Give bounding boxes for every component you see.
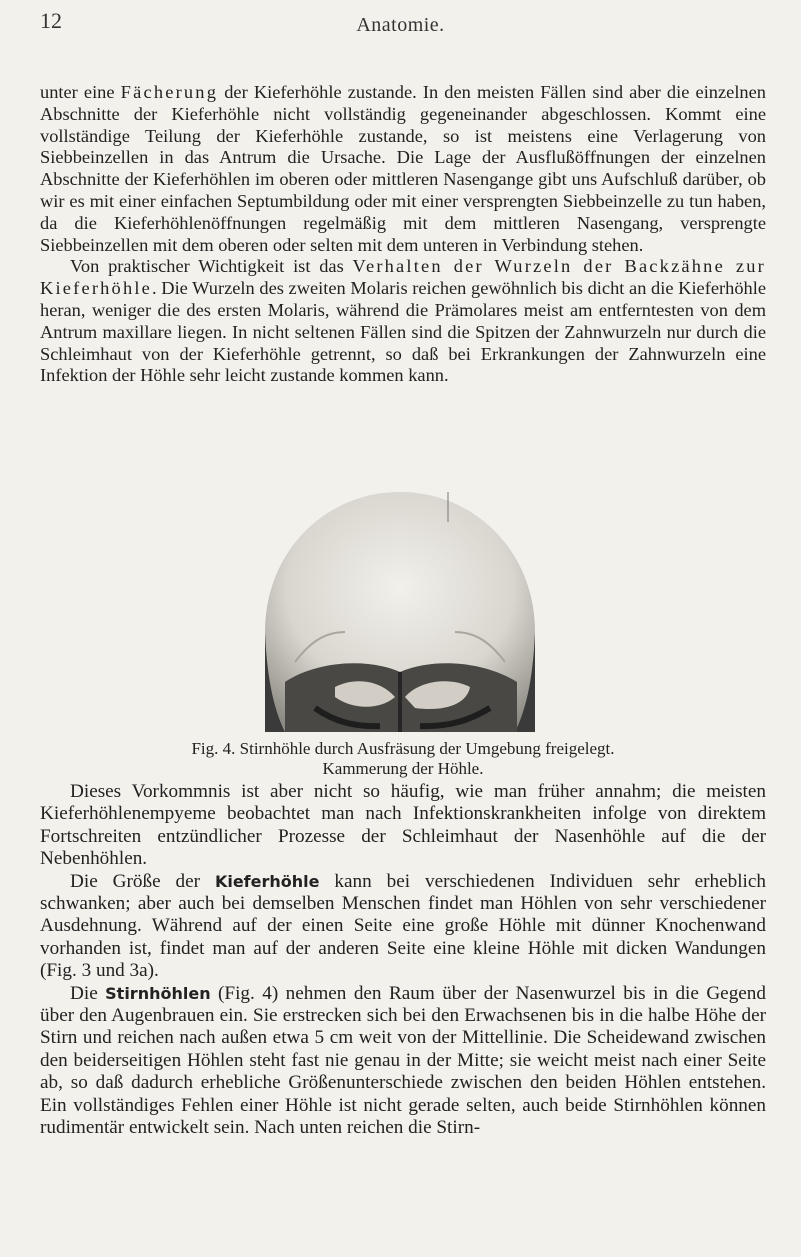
text-run: Die Größe der	[70, 870, 215, 892]
emphasis-kieferhoehle: Kieferhöhle	[214, 871, 320, 891]
paragraph-5	[40, 983, 766, 1140]
caption-line-2: Kammerung der Höhle.	[322, 759, 484, 778]
text-block-top	[40, 82, 766, 387]
figure-4	[255, 482, 545, 732]
paragraph-2	[40, 256, 766, 387]
emphasis-faecherung: Fächerung	[120, 82, 219, 102]
emphasis-wurzeln: Verhalten der Wurzeln der Backzähne zur Kieferhöhle	[40, 256, 767, 299]
text-block-bottom	[40, 781, 766, 1140]
figure-caption	[40, 739, 766, 779]
paragraph-1	[40, 82, 766, 256]
paragraph-4	[40, 871, 766, 983]
text-run: Von praktischer Wichtigkeit ist das	[70, 256, 353, 277]
text-run: der Kieferhöhle zustande. In den meisten Fällen sind aber die einzelnen Abschnitte der Kieferhöhle nicht vollständig gegeneinander abgeschlossen. Kommt eine vollständige Teilung der Kieferhöhle zustande, so ist meistens eine Verlagerung von Siebbeinzellen in das Antrum die Ursache. Die Lage der Ausflußöffnungen der einzelnen Abschnitte der Kieferhöhlen im oberen oder mittleren Nasengange gibt uns Aufschluß darüber, ob wir es mit einer einfachen Septumbildung oder mit einer versprengten Siebbeinzelle zu tun haben, da die Kieferhöhlenöffnungen regelmäßig mit dem mittleren Nasengang, versprengte Siebbeinzellen mit dem oberen oder selten mit dem unteren in Verbindung stehen.	[40, 82, 766, 255]
text-run: kann bei verschiedenen Individuen sehr erheblich schwanken; aber auch bei demselben Menschen findet man Höhlen von sehr verschiedener Ausdehnung. Während auf der einen Seite eine große Höhle mit dünner Knochenwand vorhanden ist, findet man auf der anderen Seite eine kleine Höhle mit dicken Wandungen (Fig. 3 und 3a).	[40, 870, 766, 982]
page-number: 12	[40, 8, 62, 33]
text-run: (Fig. 4) nehmen den Raum über der Nasenwurzel bis in die Gegend über den Augenbrauen ein. Sie erstrecken sich bei den Erwachsenen bis in die halbe Höhe der Stirn und reichen nach außen etwa 5 cm weit von der Mittellinie. Die Scheidewand zwischen den beiderseitigen Höhlen steht fast nie genau in der Mitte; sie weicht meist nach einer Seite ab, so daß dadurch erhebliche Größenunterschiede zwischen den beiden Höhlen entstehen. Ein vollständiges Fehlen einer Höhle ist nicht gerade selten, auch beide Stirnhöhlen können rudimentär entwickelt sein. Nach unten reichen die Stirn-	[40, 982, 766, 1139]
text-run: . Die Wurzeln des zweiten Molaris reichen gewöhnlich bis dicht an die Kieferhöhle heran, weniger die des ersten Molaris, während die Prämolares meist am entferntesten von dem Antrum maxillare liegen. In nicht seltenen Fällen sind die Spitzen der Zahnwurzeln nur durch die Schleimhaut von der Kieferhöhle getrennt, so daß bei Erkrankungen der Zahnwurzeln eine Infektion der Höhle sehr leicht zustande kommen kann.	[40, 278, 766, 386]
paragraph-3: Dieses Vorkommnis ist aber nicht so häufig, wie man früher annahm; die meisten Kieferhöhlenempyeme beobachtet man nach Infektionskrankheiten infolge von direktem Fortschreiten entzündlicher Prozesse der Schleimhaut der Nasenhöhle auf die der Nebenhöhlen.	[40, 781, 766, 870]
text-run: unter eine	[40, 82, 121, 102]
skull-frontal-sinus-illustration	[255, 482, 545, 732]
caption-line-1: Fig. 4. Stirnhöhle durch Ausfräsung der Umgebung freigelegt.	[191, 739, 615, 758]
emphasis-stirnhoehlen: Stirnhöhlen	[105, 983, 211, 1003]
text-run: Die	[70, 982, 106, 1004]
running-head: Anatomie.	[356, 14, 445, 36]
